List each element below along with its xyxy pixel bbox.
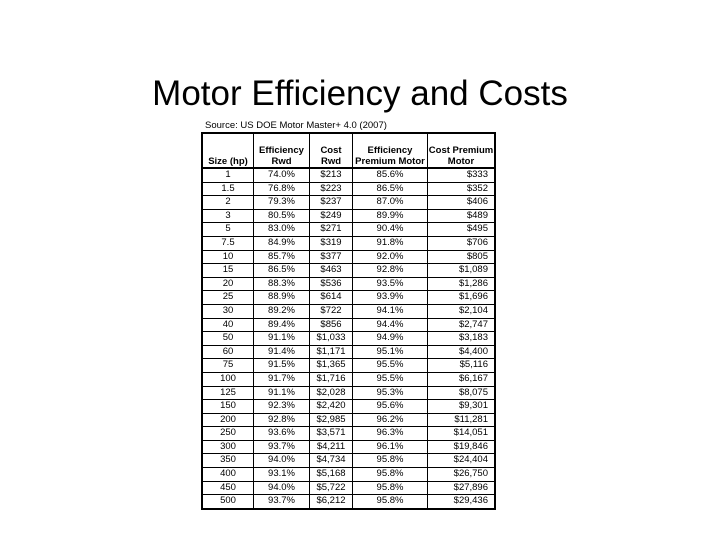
efficiency-premium-cell: 95.5% — [353, 372, 428, 386]
efficiency-premium-cell: 95.8% — [353, 495, 428, 509]
source-note: Source: US DOE Motor Master+ 4.0 (2007) — [205, 120, 387, 131]
cost-premium-cell: $1,089 — [428, 264, 495, 278]
table-header-row — [203, 134, 495, 169]
efficiency-rwd-cell: 86.5% — [254, 264, 310, 278]
efficiency-premium-cell: 95.1% — [353, 345, 428, 359]
table-row — [203, 182, 495, 196]
size-cell: 450 — [203, 481, 254, 495]
table-row — [203, 413, 495, 427]
efficiency-rwd-cell: 89.4% — [254, 318, 310, 332]
efficiency-premium-cell: 92.0% — [353, 250, 428, 264]
cost-premium-cell: $3,183 — [428, 332, 495, 346]
cost-rwd-cell: $5,168 — [310, 468, 353, 482]
size-cell: 1 — [203, 168, 254, 182]
cost-rwd-cell: $249 — [310, 209, 353, 223]
table-row — [203, 264, 495, 278]
motor-cost-table — [202, 133, 495, 509]
efficiency-premium-cell: 94.1% — [353, 304, 428, 318]
efficiency-premium-cell: 96.2% — [353, 413, 428, 427]
cost-rwd-cell: $237 — [310, 196, 353, 210]
cost-premium-cell: $24,404 — [428, 454, 495, 468]
efficiency-premium-cell: 95.8% — [353, 481, 428, 495]
table-row — [203, 223, 495, 237]
cost-rwd-cell: $2,985 — [310, 413, 353, 427]
size-cell: 25 — [203, 291, 254, 305]
cost-rwd-cell: $5,722 — [310, 481, 353, 495]
size-cell: 3 — [203, 209, 254, 223]
table-body — [203, 168, 495, 508]
efficiency-rwd-cell: 88.3% — [254, 277, 310, 291]
efficiency-premium-cell: 96.3% — [353, 427, 428, 441]
efficiency-rwd-cell: 91.1% — [254, 332, 310, 346]
cost-rwd-cell: $1,365 — [310, 359, 353, 373]
cost-premium-cell: $27,896 — [428, 481, 495, 495]
efficiency-premium-cell: 96.1% — [353, 440, 428, 454]
table-row — [203, 359, 495, 373]
efficiency-premium-cell: 95.6% — [353, 400, 428, 414]
cost-premium-cell: $2,747 — [428, 318, 495, 332]
efficiency-rwd-cell: 91.1% — [254, 386, 310, 400]
cost-premium-cell: $9,301 — [428, 400, 495, 414]
table-row — [203, 209, 495, 223]
efficiency-rwd-cell: 93.7% — [254, 440, 310, 454]
size-cell: 60 — [203, 345, 254, 359]
efficiency-rwd-cell: 91.4% — [254, 345, 310, 359]
efficiency-rwd-cell: 74.0% — [254, 168, 310, 182]
efficiency-premium-cell: 87.0% — [353, 196, 428, 210]
cost-premium-cell: $6,167 — [428, 372, 495, 386]
table-row — [203, 427, 495, 441]
efficiency-rwd-cell: 79.3% — [254, 196, 310, 210]
efficiency-premium-cell: 90.4% — [353, 223, 428, 237]
cost-rwd-cell: $213 — [310, 168, 353, 182]
size-cell: 200 — [203, 413, 254, 427]
cost-premium-cell: $495 — [428, 223, 495, 237]
slide-title: Motor Efficiency and Costs — [152, 74, 568, 113]
cost-premium-cell: $1,696 — [428, 291, 495, 305]
cost-premium-cell: $333 — [428, 168, 495, 182]
cost-premium-cell: $29,436 — [428, 495, 495, 509]
table-row — [203, 236, 495, 250]
header-efficiency-premium: Efficiency Premium Motor — [353, 134, 428, 169]
header-cost-rwd: Cost Rwd — [310, 134, 353, 169]
efficiency-rwd-cell: 93.1% — [254, 468, 310, 482]
cost-premium-cell: $4,400 — [428, 345, 495, 359]
efficiency-premium-cell: 95.5% — [353, 359, 428, 373]
cost-rwd-cell: $722 — [310, 304, 353, 318]
size-cell: 250 — [203, 427, 254, 441]
size-cell: 150 — [203, 400, 254, 414]
efficiency-rwd-cell: 94.0% — [254, 481, 310, 495]
cost-rwd-cell: $3,571 — [310, 427, 353, 441]
size-cell: 100 — [203, 372, 254, 386]
efficiency-premium-cell: 95.8% — [353, 468, 428, 482]
efficiency-rwd-cell: 91.5% — [254, 359, 310, 373]
size-cell: 75 — [203, 359, 254, 373]
size-cell: 7.5 — [203, 236, 254, 250]
cost-premium-cell: $406 — [428, 196, 495, 210]
size-cell: 30 — [203, 304, 254, 318]
cost-premium-cell: $489 — [428, 209, 495, 223]
efficiency-rwd-cell: 92.3% — [254, 400, 310, 414]
table-row — [203, 481, 495, 495]
efficiency-premium-cell: 93.5% — [353, 277, 428, 291]
efficiency-rwd-cell: 88.9% — [254, 291, 310, 305]
efficiency-premium-cell: 85.6% — [353, 168, 428, 182]
cost-premium-cell: $5,116 — [428, 359, 495, 373]
table-row — [203, 196, 495, 210]
table-row — [203, 400, 495, 414]
table-row — [203, 386, 495, 400]
header-size: Size (hp) — [203, 134, 254, 169]
table-row — [203, 440, 495, 454]
table-row — [203, 291, 495, 305]
efficiency-premium-cell: 86.5% — [353, 182, 428, 196]
cost-rwd-cell: $271 — [310, 223, 353, 237]
table-row — [203, 168, 495, 182]
efficiency-rwd-cell: 80.5% — [254, 209, 310, 223]
cost-premium-cell: $1,286 — [428, 277, 495, 291]
efficiency-premium-cell: 92.8% — [353, 264, 428, 278]
size-cell: 15 — [203, 264, 254, 278]
cost-rwd-cell: $1,716 — [310, 372, 353, 386]
size-cell: 40 — [203, 318, 254, 332]
efficiency-rwd-cell: 83.0% — [254, 223, 310, 237]
cost-rwd-cell: $2,420 — [310, 400, 353, 414]
efficiency-premium-cell: 95.8% — [353, 454, 428, 468]
efficiency-rwd-cell: 76.8% — [254, 182, 310, 196]
cost-premium-cell: $352 — [428, 182, 495, 196]
efficiency-rwd-cell: 84.9% — [254, 236, 310, 250]
table-row — [203, 277, 495, 291]
table-row — [203, 304, 495, 318]
size-cell: 1.5 — [203, 182, 254, 196]
size-cell: 5 — [203, 223, 254, 237]
table-row — [203, 468, 495, 482]
efficiency-rwd-cell: 92.8% — [254, 413, 310, 427]
size-cell: 125 — [203, 386, 254, 400]
table-row — [203, 454, 495, 468]
table-row — [203, 495, 495, 509]
size-cell: 10 — [203, 250, 254, 264]
cost-rwd-cell: $856 — [310, 318, 353, 332]
efficiency-rwd-cell: 91.7% — [254, 372, 310, 386]
size-cell: 500 — [203, 495, 254, 509]
cost-rwd-cell: $377 — [310, 250, 353, 264]
cost-premium-cell: $19,846 — [428, 440, 495, 454]
size-cell: 2 — [203, 196, 254, 210]
efficiency-premium-cell: 89.9% — [353, 209, 428, 223]
size-cell: 400 — [203, 468, 254, 482]
cost-premium-cell: $805 — [428, 250, 495, 264]
table-row — [203, 250, 495, 264]
cost-rwd-cell: $614 — [310, 291, 353, 305]
cost-rwd-cell: $2,028 — [310, 386, 353, 400]
size-cell: 300 — [203, 440, 254, 454]
efficiency-rwd-cell: 93.6% — [254, 427, 310, 441]
table-row — [203, 372, 495, 386]
efficiency-rwd-cell: 89.2% — [254, 304, 310, 318]
efficiency-premium-cell: 93.9% — [353, 291, 428, 305]
efficiency-premium-cell: 91.8% — [353, 236, 428, 250]
cost-premium-cell: $706 — [428, 236, 495, 250]
cost-rwd-cell: $4,211 — [310, 440, 353, 454]
cost-rwd-cell: $4,734 — [310, 454, 353, 468]
cost-premium-cell: $2,104 — [428, 304, 495, 318]
cost-premium-cell: $8,075 — [428, 386, 495, 400]
table-row — [203, 345, 495, 359]
efficiency-rwd-cell: 93.7% — [254, 495, 310, 509]
cost-rwd-cell: $463 — [310, 264, 353, 278]
cost-rwd-cell: $319 — [310, 236, 353, 250]
cost-rwd-cell: $1,171 — [310, 345, 353, 359]
efficiency-premium-cell: 95.3% — [353, 386, 428, 400]
cost-premium-cell: $26,750 — [428, 468, 495, 482]
size-cell: 350 — [203, 454, 254, 468]
efficiency-premium-cell: 94.4% — [353, 318, 428, 332]
table-row — [203, 318, 495, 332]
table-row — [203, 332, 495, 346]
cost-rwd-cell: $6,212 — [310, 495, 353, 509]
efficiency-rwd-cell: 85.7% — [254, 250, 310, 264]
header-efficiency-rwd: Efficiency Rwd — [254, 134, 310, 169]
header-cost-premium: Cost Premium Motor — [428, 134, 495, 169]
efficiency-rwd-cell: 94.0% — [254, 454, 310, 468]
cost-premium-cell: $14,051 — [428, 427, 495, 441]
size-cell: 50 — [203, 332, 254, 346]
size-cell: 20 — [203, 277, 254, 291]
cost-rwd-cell: $536 — [310, 277, 353, 291]
cost-rwd-cell: $1,033 — [310, 332, 353, 346]
cost-rwd-cell: $223 — [310, 182, 353, 196]
cost-premium-cell: $11,281 — [428, 413, 495, 427]
efficiency-premium-cell: 94.9% — [353, 332, 428, 346]
